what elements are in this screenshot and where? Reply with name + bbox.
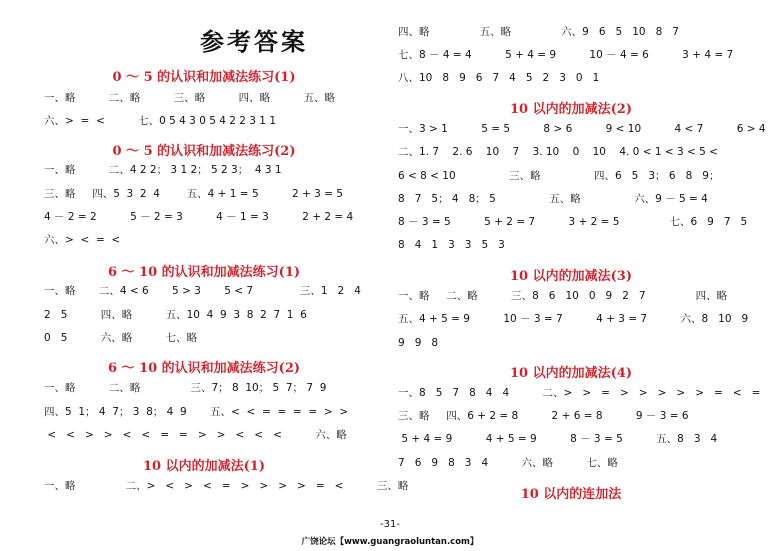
answer-line: < < > > < < = = > > < < < 六、略 bbox=[44, 429, 347, 441]
answer-line: 一、略 二、略 三、略 四、略 五、略 bbox=[44, 92, 336, 104]
site-watermark: 广饶论坛【www.guangraoluntan.com】 bbox=[301, 537, 479, 547]
section-title: 10 以内的连加法 bbox=[520, 487, 622, 502]
answer-line: 6 < 8 < 10 三、略 四、6 5 3； 6 8 9； bbox=[398, 170, 720, 182]
answer-line: 一、略 二、略 三、8 6 10 0 9 2 7 四、略 bbox=[398, 290, 728, 302]
answer-line: 一、略 二、4 < 6 5 > 3 5 < 7 三、1 2 4 bbox=[44, 285, 361, 297]
section-title: 6 ～ 10 的认识和加减法练习(2) bbox=[107, 361, 301, 376]
answer-line: 一、3 > 1 5 = 5 8 > 6 9 < 10 4 < 7 6 > 4 bbox=[398, 123, 766, 135]
answer-line: 二、1. 7 2. 6 10 7 3. 10 0 10 4. 0 < 1 < 3 < 5 < bbox=[398, 146, 718, 158]
answer-line: 六、> < = < bbox=[44, 234, 121, 246]
answer-line: 5 + 4 = 9 4 + 5 = 9 8 － 3 = 5 五、8 3 4 bbox=[398, 433, 718, 445]
section-title: 10 以内的加减法(4) bbox=[510, 366, 632, 381]
answer-line: 七、8 － 4 = 4 5 + 4 = 9 10 － 4 = 6 3 + 4 = 7 bbox=[398, 49, 734, 61]
answer-line: 四、5 1； 4 7； 3 8； 4 9 五、< < = = = = > > bbox=[44, 406, 349, 418]
section-title: 0 ～ 5 的认识和加减法练习(2) bbox=[112, 144, 296, 159]
section-title: 6 ～ 10 的认识和加减法练习(1) bbox=[107, 265, 301, 280]
answer-line: 8 － 3 = 5 5 + 2 = 7 3 + 2 = 5 七、6 9 7 5 bbox=[398, 216, 748, 228]
answer-line: 六、> = < 七、0 5 4 3 0 5 4 2 2 3 1 1 bbox=[44, 115, 276, 127]
answer-line: 0 5 六、略 七、略 bbox=[44, 332, 198, 344]
answer-line: 一、略 二、略 三、7； 8 10； 5 7； 7 9 bbox=[44, 382, 327, 394]
answer-line: 五、4 + 5 = 9 10 － 3 = 7 4 + 3 = 7 六、8 10 9 bbox=[398, 313, 749, 325]
answer-line: 8 7 5； 4 8； 5 五、略 六、9 － 5 = 4 bbox=[398, 193, 708, 205]
page-title: 参考答案 bbox=[200, 27, 308, 56]
answer-line: 8 4 1 3 3 5 3 bbox=[398, 239, 505, 251]
section-title: 10 以内的加减法(1) bbox=[143, 459, 265, 474]
answer-line: 9 9 8 bbox=[398, 337, 439, 349]
answer-line: 4 － 2 = 2 5 － 2 = 3 4 － 1 = 3 2 + 2 = 4 bbox=[44, 211, 354, 223]
section-title: 10 以内的加减法(3) bbox=[510, 269, 632, 284]
answer-line: 一、略 二、> < > < = > > > > = < 三、略 bbox=[44, 480, 409, 492]
answer-line: 一、略 二、4 2 2； 3 1 2； 5 2 3； 4 3 1 bbox=[44, 164, 282, 176]
section-title: 10 以内的加减法(2) bbox=[510, 102, 632, 117]
answer-line: 三、略 四、6 + 2 = 8 2 + 6 = 8 9 － 3 = 6 bbox=[398, 410, 689, 422]
answer-line: 八、10 8 9 6 7 4 5 2 3 0 1 bbox=[398, 72, 600, 84]
answer-line: 7 6 9 8 3 4 六、略 七、略 bbox=[398, 457, 618, 469]
answer-line: 2 5 四、略 五、10 4 9 3 8 2 7 1 6 bbox=[44, 309, 307, 321]
page-number: -31- bbox=[380, 519, 400, 530]
answer-line: 三、略 四、5 3 2 4 五、4 + 1 = 5 2 + 3 = 5 bbox=[44, 188, 343, 200]
answer-line: 四、略 五、略 六、9 6 5 10 8 7 bbox=[398, 26, 679, 38]
section-title: 0 ～ 5 的认识和加减法练习(1) bbox=[112, 70, 296, 85]
answer-line: 一、8 5 7 8 4 4 二、> > = > > > > > = < = bbox=[398, 387, 761, 399]
